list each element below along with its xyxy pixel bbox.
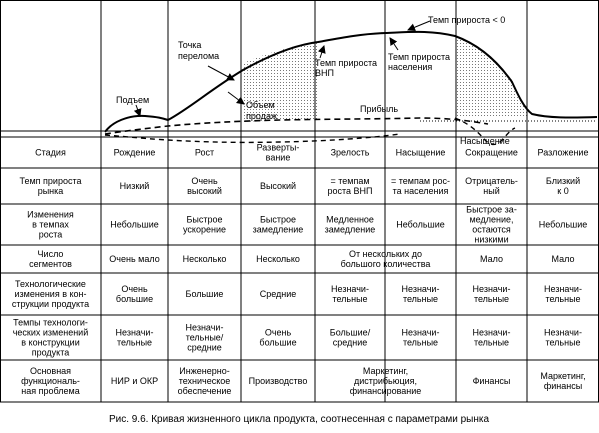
table-cell [465,148,518,158]
label-inflection-line: Точка [178,40,202,50]
table-cell [538,148,589,158]
table-cell [552,254,575,264]
table-cell [109,254,159,264]
table-cell [325,215,376,235]
table-cell [539,220,588,230]
row-header-line: рынка [37,186,64,196]
label-inflection-line: перелома [178,51,220,61]
table-cell-line: обеспечение [177,386,232,396]
table-cell [260,181,296,191]
table-cell-line: Маркетинг, [540,371,586,381]
row-header [35,148,66,158]
table-cell-line: большого количества [340,259,431,269]
table-cell [331,284,369,304]
table-cell [183,215,226,235]
table-cell [260,289,297,299]
table-cell-line: роста ВНП [327,186,373,196]
label-gnp-growth-line: ВНП [315,68,334,78]
table-cell [330,328,371,348]
shaded-region-growth [243,42,318,122]
table-cell-line: Небольшие [538,219,588,230]
table-cell [253,215,304,235]
table-cell-line: Рост [194,147,215,158]
table-cell-line: тельные [332,294,368,304]
row-header [27,210,74,240]
table-cell [396,220,445,230]
row-header-line: сегментов [29,259,72,269]
label-population-growth [388,52,453,72]
label-population-growth-line: Темп прироста [388,52,451,62]
table-cell [473,376,511,386]
label-growth-negative: Темп прироста < 0 [428,15,506,25]
label-inflection [178,40,219,61]
table-cell-line: техническое [178,376,231,386]
row-header-line: Основная [29,366,72,376]
table-cell-line: Большие/ [329,327,371,338]
label-gnp-growth-line: Темп прироста [315,58,378,68]
table-cell-line: Незначи- [472,284,511,294]
table-cell-line: тельные [545,294,581,304]
arrow-rise [136,105,140,116]
label-rise: Подъем [116,95,150,105]
table-cell [540,371,585,391]
table-cell-line: замедление [324,224,376,235]
table-cell-line: медление, [469,214,514,225]
row-header-line: Число [37,249,64,259]
row-header-line: в конструкции [21,337,80,348]
label-sales-volume-line: Объем [246,100,275,110]
arrow-gnp-growth [320,46,324,58]
table-cell-line: низкими [474,234,509,245]
table-cell-line: Очень [121,284,148,294]
table-cell-line: тельные [473,294,510,304]
table-cell-line: тельные [473,337,510,348]
table-cell [259,328,296,348]
row-header-line: продукта [31,347,70,358]
table-cell-line: Незначи- [331,284,369,294]
table-cell-line: Мало [480,254,503,264]
table-cell [110,220,159,230]
row-header-line: струкции продукта [11,299,90,309]
table-cell-line: ускорение [183,224,226,235]
table-cell-line: Несколько [182,254,227,264]
table-cell [256,254,300,264]
table-cell-line: замедление [252,224,304,235]
table-cell-line: Очень [191,176,218,186]
row-header-line: ная проблема [21,386,80,396]
table-cell-line: финансирование [349,386,422,396]
table-cell-line: Производство [248,376,308,386]
table-cell [544,328,582,348]
row-header-line: функциональ- [21,376,80,386]
row-header-line: Стадия [35,147,66,158]
table-cell [466,205,517,245]
row-header-line: Темпы технологи- [13,317,88,328]
table-cell-line: = темпам [330,176,370,186]
table-cell-line: Медленное [326,214,374,225]
table-cell [186,323,224,353]
table-cell-line: финансы [543,381,583,391]
table-cell-line: высокий [187,186,222,196]
label-gnp-growth [315,58,380,78]
profit-curve [105,118,488,134]
table-cell [544,284,582,304]
table-cell-line: Быстрое за- [466,204,517,215]
row-header-line: в темпах [32,219,69,230]
table-cell-line: Отрицатель- [465,176,518,186]
table-cell-line: к 0 [557,186,569,196]
table-cell-line: тельные [116,337,153,348]
row-header-line: ческих изменений [12,327,89,338]
table-cell-line: Быстрое [186,214,223,225]
table-cell-line: Финансы [472,376,511,386]
table-cell-line: Большие [185,289,224,299]
shaded-region-decline [455,37,530,118]
table-cell-line: большие [115,294,154,304]
table-cell-line: Незначи- [401,327,440,338]
row-header-line: роста [38,229,63,240]
table-cell-line: ный [483,186,500,196]
table-cells [12,143,589,397]
row-header [13,318,89,358]
table-cell [473,284,511,304]
table-cell-line: Очень мало [109,254,160,264]
table-cell [465,176,518,196]
table-cell-line: Мало [551,254,575,264]
table-cell-line: большие [259,337,297,348]
table-cell-line: остаются [472,224,511,235]
table-cell-line: та населения [392,186,449,196]
row-header-line: изменения в кон- [14,289,87,299]
table-cell [480,254,503,264]
table-cell [183,254,227,264]
figure-caption: Рис. 9.6. Кривая жизненного цикла продукта, соотнесенная с параметрами рынка [108,414,490,425]
table-cell-line: Разложение [537,147,589,158]
table-cell [195,148,214,158]
table-cell-line: Незначи- [544,284,582,294]
table-cell-line: Незначи- [401,284,440,294]
table-cell-line: Зрелость [330,147,370,158]
table-cell-line: вание [265,152,291,163]
row-header-line: Темп прироста [19,176,82,186]
table-cell-line: Незначи- [115,327,154,338]
table-cell [257,143,300,163]
table-cell-line: Маркетинг, [362,366,409,376]
table-cell [402,328,440,348]
table-cell [114,148,156,158]
table-cell-line: тельные [545,337,581,348]
table-cell-line: Очень [264,327,292,338]
profit-curve-low [105,134,400,142]
table-cell [116,284,153,304]
arrow-population-growth [390,38,398,50]
label-saturation-top: Насыщение [460,136,510,146]
table-cell-line: средние [187,342,222,353]
table-cell-line: Разверты- [256,142,300,153]
table-cell [116,328,154,348]
table-cell-line: Низкий [119,181,150,191]
table-cell [111,376,158,386]
row-header [29,249,72,269]
label-sales-volume [246,100,277,121]
table-cell-line: дистрибьюция, [353,376,418,386]
label-profit: Прибыль [360,104,399,114]
arrow-inflection [208,66,234,80]
table-cell [391,176,450,196]
row-header-line: Технологические [15,279,86,289]
label-population-growth-line: населения [388,62,433,72]
table-cell [327,176,372,196]
table-cell-line: тельные/ [185,332,224,343]
table-cell [396,148,446,158]
table-cell [341,249,431,269]
label-sales-volume-line: продаж [246,111,277,121]
table-cell-line: Насыщение [395,147,446,158]
row-header [19,176,81,196]
table-cell [186,289,224,299]
arrow-sales-volume [228,92,244,104]
table-cell [178,366,232,396]
row-header [21,366,80,396]
table-cell-line: НИР и ОКР [110,376,159,386]
table-cell-line: Небольшие [110,219,159,230]
arrow-growth-negative [408,21,430,30]
table-cell-line: Близкий [545,176,581,186]
table-cell [249,376,308,386]
table-cell [187,176,222,196]
table-cell-line: Несколько [256,254,300,264]
parameters-table [0,143,599,403]
row-header [12,279,89,309]
table-cell-line: Незначи- [544,327,582,338]
table-cell [120,181,150,191]
table-cell-line: Рождение [113,147,156,158]
table-cell [331,148,370,158]
table-cell [546,176,580,196]
table-cell [473,328,511,348]
table-cell-line: Незначи- [185,322,224,333]
table-cell-line: Инженерно- [179,366,230,376]
table-cell [402,284,440,304]
table-cell-line: Высокий [259,181,297,191]
table-cell-line: Сокращение [465,147,518,158]
table-cell-line: От нескольких до [348,249,423,259]
table-cell-line: средние [332,337,368,348]
table-cell-line: тельные [402,294,439,304]
table-cell-line: Быстрое [259,214,297,225]
table-cell-line: Средние [259,289,297,299]
table-cell-line: Небольшие [396,219,445,230]
table-cell-line: Незначи- [472,327,511,338]
row-header-line: Изменения [27,209,74,220]
table-cell-line: = темпам рос- [390,176,451,186]
table-cell-line: тельные [402,337,439,348]
